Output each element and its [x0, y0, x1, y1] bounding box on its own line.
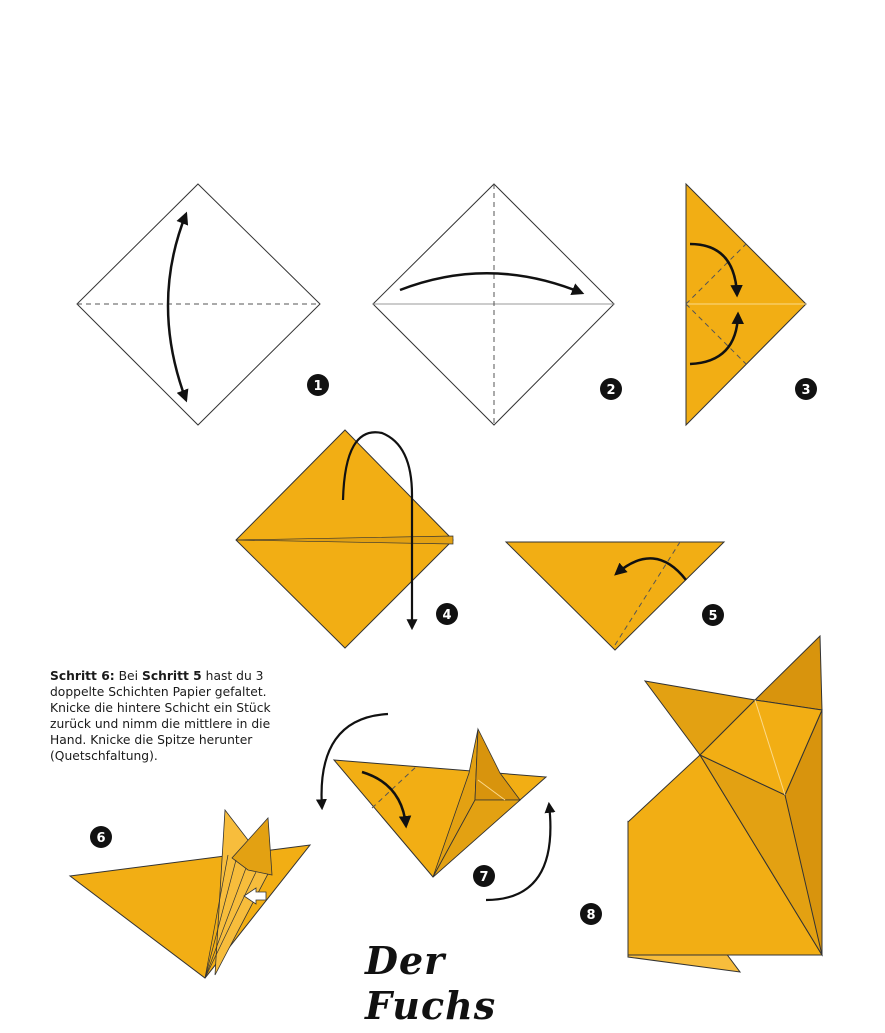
- step-badge-1: [307, 374, 329, 396]
- step-5-diagram: [506, 542, 724, 650]
- step-badge-6-number: 6: [96, 831, 106, 846]
- step-badge-8: [580, 903, 602, 925]
- step-badge-5-number: 5: [708, 609, 718, 624]
- step-badge-1-number: 1: [313, 379, 323, 394]
- step-8-ear-right: [755, 636, 822, 710]
- step-badge-7: [473, 865, 495, 887]
- step-2-diagram: [373, 184, 614, 425]
- step-badge-8-number: 8: [586, 908, 596, 923]
- step-badge-6: [90, 826, 112, 848]
- step-badge-2-number: 2: [606, 383, 616, 398]
- step-badge-4: [436, 603, 458, 625]
- instructions-part-1: Bei: [118, 669, 139, 683]
- instructions-heading: Schritt 6:: [50, 669, 115, 683]
- step-5-triangle-paper: [506, 542, 724, 650]
- instructions-part-2: hast du 3 doppelte Schichten Papier gefaltet. Knicke die hintere Schicht ein Stück zurück und nimm die mittlere in die Hand. Knicke die Spitze herunter (Quetschfaltung).: [50, 669, 271, 763]
- step-badge-3-number: 3: [801, 383, 811, 398]
- step-8-diagram: [628, 636, 822, 972]
- instructions-step-reference: Schritt 5: [141, 669, 202, 683]
- step-3-diagram: [686, 184, 806, 425]
- step-badge-5: [702, 604, 724, 626]
- step-badge-2: [600, 378, 622, 400]
- step-badge-7-number: 7: [479, 870, 489, 885]
- step-7-diagram: [322, 714, 551, 900]
- page-title: Der Fuchs: [365, 938, 497, 1028]
- step-6-instructions: [50, 668, 290, 764]
- step-1-diagram: [77, 184, 323, 425]
- step-6-main-triangle: [70, 845, 310, 978]
- step-badge-3: [795, 378, 817, 400]
- step-4-diagram: [236, 430, 453, 648]
- step-badge-4-number: 4: [442, 608, 452, 623]
